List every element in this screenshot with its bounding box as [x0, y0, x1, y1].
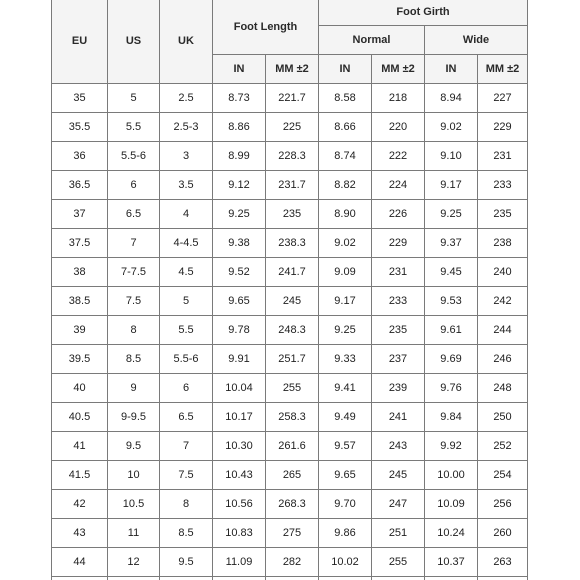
foot-length-mm-cell: 231.7 [266, 171, 319, 200]
us-cell: 11 [108, 519, 160, 548]
foot-length-in-cell: 9.38 [213, 229, 266, 258]
normal-mm-header: MM ±2 [372, 55, 425, 84]
wide-mm-cell: 240 [478, 258, 528, 287]
wide-in-cell: 9.45 [425, 258, 478, 287]
us-cell: 6 [108, 171, 160, 200]
eu-cell: 38.5 [52, 287, 108, 316]
wide-mm-cell: 231 [478, 142, 528, 171]
us-cell: 8 [108, 316, 160, 345]
us-cell: 10 [108, 461, 160, 490]
normal-mm-cell: 220 [372, 113, 425, 142]
uk-cell: 6 [160, 374, 213, 403]
wide-in-cell: 9.17 [425, 171, 478, 200]
foot-length-mm-cell: 235 [266, 200, 319, 229]
foot-length-in-header: IN [213, 55, 266, 84]
uk-cell: 7.5 [160, 461, 213, 490]
eu-cell: 39 [52, 316, 108, 345]
table-row [52, 490, 528, 519]
foot-length-mm-cell: 245 [266, 287, 319, 316]
normal-in-cell: 9.86 [319, 519, 372, 548]
foot-length-in-cell [213, 577, 266, 580]
normal-mm-cell: 226 [372, 200, 425, 229]
wide-in-cell: 8.94 [425, 84, 478, 113]
wide-in-cell: 9.37 [425, 229, 478, 258]
foot-length-mm-cell: 228.3 [266, 142, 319, 171]
wide-mm-cell [478, 577, 528, 580]
eu-cell: 37.5 [52, 229, 108, 258]
table-row [52, 374, 528, 403]
foot-length-in-cell: 10.56 [213, 490, 266, 519]
eu-cell: 43 [52, 519, 108, 548]
normal-header: Normal [319, 26, 425, 55]
wide-in-cell: 10.24 [425, 519, 478, 548]
us-cell: 9 [108, 374, 160, 403]
wide-in-header: IN [425, 55, 478, 84]
normal-mm-cell: 243 [372, 432, 425, 461]
us-cell: 8.5 [108, 345, 160, 374]
eu-cell: 36.5 [52, 171, 108, 200]
eu-cell: 42 [52, 490, 108, 519]
table-row [52, 84, 528, 113]
wide-mm-cell: 242 [478, 287, 528, 316]
table-row [52, 403, 528, 432]
foot-length-in-cell: 9.65 [213, 287, 266, 316]
wide-mm-cell: 238 [478, 229, 528, 258]
us-cell: 12 [108, 548, 160, 577]
table-row [52, 113, 528, 142]
uk-cell: 3 [160, 142, 213, 171]
eu-cell: 40 [52, 374, 108, 403]
table-row [52, 142, 528, 171]
normal-mm-cell: 237 [372, 345, 425, 374]
eu-cell: 39.5 [52, 345, 108, 374]
foot-length-in-cell: 10.04 [213, 374, 266, 403]
wide-mm-cell: 256 [478, 490, 528, 519]
us-cell: 5.5 [108, 113, 160, 142]
table-row [52, 577, 528, 580]
uk-cell: 5 [160, 287, 213, 316]
eu-cell: 36 [52, 142, 108, 171]
normal-in-cell: 9.49 [319, 403, 372, 432]
foot-length-mm-cell: 275 [266, 519, 319, 548]
foot-length-in-cell: 10.83 [213, 519, 266, 548]
foot-length-mm-cell: 268.3 [266, 490, 319, 519]
us-cell: 9.5 [108, 432, 160, 461]
wide-mm-cell: 260 [478, 519, 528, 548]
wide-in-cell: 9.84 [425, 403, 478, 432]
foot-length-mm-header: MM ±2 [266, 55, 319, 84]
normal-in-cell: 8.90 [319, 200, 372, 229]
us-header: US [108, 0, 160, 84]
uk-cell: 4 [160, 200, 213, 229]
wide-mm-cell: 246 [478, 345, 528, 374]
uk-cell: 4.5 [160, 258, 213, 287]
eu-cell: 35 [52, 84, 108, 113]
table-row [52, 548, 528, 577]
foot-length-mm-cell: 225 [266, 113, 319, 142]
uk-header: UK [160, 0, 213, 84]
wide-in-cell: 9.92 [425, 432, 478, 461]
wide-in-cell: 9.53 [425, 287, 478, 316]
foot-length-mm-cell: 251.7 [266, 345, 319, 374]
table-row [52, 287, 528, 316]
normal-mm-cell: 222 [372, 142, 425, 171]
normal-mm-cell: 224 [372, 171, 425, 200]
normal-in-header: IN [319, 55, 372, 84]
us-cell: 7 [108, 229, 160, 258]
wide-mm-cell: 248 [478, 374, 528, 403]
table-header [52, 0, 528, 84]
normal-in-cell: 9.25 [319, 316, 372, 345]
table-row [52, 200, 528, 229]
wide-mm-header: MM ±2 [478, 55, 528, 84]
wide-mm-cell: 250 [478, 403, 528, 432]
foot-length-in-cell: 9.78 [213, 316, 266, 345]
uk-cell: 8.5 [160, 519, 213, 548]
uk-cell: 7 [160, 432, 213, 461]
wide-mm-cell: 235 [478, 200, 528, 229]
wide-mm-cell: 263 [478, 548, 528, 577]
foot-length-mm-cell: 241.7 [266, 258, 319, 287]
normal-in-cell: 10.02 [319, 548, 372, 577]
table-row [52, 432, 528, 461]
wide-in-cell: 9.25 [425, 200, 478, 229]
normal-mm-cell: 239 [372, 374, 425, 403]
normal-in-cell: 9.41 [319, 374, 372, 403]
us-cell: 10.5 [108, 490, 160, 519]
normal-in-cell: 9.17 [319, 287, 372, 316]
normal-mm-cell: 255 [372, 548, 425, 577]
normal-in-cell: 8.74 [319, 142, 372, 171]
table-row [52, 461, 528, 490]
eu-cell: 35.5 [52, 113, 108, 142]
normal-mm-cell: 235 [372, 316, 425, 345]
wide-in-cell: 9.61 [425, 316, 478, 345]
wide-in-cell: 9.69 [425, 345, 478, 374]
uk-cell: 2.5 [160, 84, 213, 113]
eu-header: EU [52, 0, 108, 84]
table-row [52, 171, 528, 200]
uk-cell: 5.5 [160, 316, 213, 345]
foot-length-mm-cell: 261.6 [266, 432, 319, 461]
normal-mm-cell: 247 [372, 490, 425, 519]
uk-cell: 2.5-3 [160, 113, 213, 142]
foot-length-in-cell: 10.30 [213, 432, 266, 461]
foot-length-in-cell: 9.25 [213, 200, 266, 229]
foot-length-mm-cell: 221.7 [266, 84, 319, 113]
foot-length-in-cell: 9.52 [213, 258, 266, 287]
us-cell [108, 577, 160, 580]
normal-mm-cell: 229 [372, 229, 425, 258]
us-cell: 6.5 [108, 200, 160, 229]
normal-mm-cell: 251 [372, 519, 425, 548]
us-cell: 5.5-6 [108, 142, 160, 171]
eu-cell: 38 [52, 258, 108, 287]
uk-cell: 8 [160, 490, 213, 519]
normal-mm-cell: 245 [372, 461, 425, 490]
wide-in-cell: 10.00 [425, 461, 478, 490]
normal-mm-cell: 233 [372, 287, 425, 316]
foot-length-header: Foot Length [213, 0, 319, 55]
uk-cell: 5.5-6 [160, 345, 213, 374]
wide-in-cell: 10.37 [425, 548, 478, 577]
foot-length-in-cell: 9.91 [213, 345, 266, 374]
foot-length-in-cell: 8.86 [213, 113, 266, 142]
table-row [52, 345, 528, 374]
wide-header: Wide [425, 26, 528, 55]
eu-cell: 44 [52, 548, 108, 577]
eu-cell: 37 [52, 200, 108, 229]
normal-mm-cell [372, 577, 425, 580]
normal-mm-cell: 231 [372, 258, 425, 287]
normal-in-cell: 9.33 [319, 345, 372, 374]
foot-length-in-cell: 10.43 [213, 461, 266, 490]
foot-length-mm-cell: 248.3 [266, 316, 319, 345]
wide-in-cell: 9.02 [425, 113, 478, 142]
foot-length-mm-cell: 258.3 [266, 403, 319, 432]
foot-length-mm-cell [266, 577, 319, 580]
foot-length-mm-cell: 282 [266, 548, 319, 577]
normal-in-cell: 9.09 [319, 258, 372, 287]
wide-in-cell: 9.10 [425, 142, 478, 171]
foot-length-in-cell: 10.17 [213, 403, 266, 432]
normal-in-cell: 8.82 [319, 171, 372, 200]
eu-cell: 41.5 [52, 461, 108, 490]
normal-in-cell [319, 577, 372, 580]
wide-in-cell [425, 577, 478, 580]
us-cell: 9-9.5 [108, 403, 160, 432]
wide-mm-cell: 233 [478, 171, 528, 200]
uk-cell [160, 577, 213, 580]
normal-in-cell: 8.66 [319, 113, 372, 142]
eu-cell: 40.5 [52, 403, 108, 432]
normal-in-cell: 9.70 [319, 490, 372, 519]
foot-length-in-cell: 8.99 [213, 142, 266, 171]
table-body [52, 84, 528, 580]
table-row [52, 258, 528, 287]
wide-mm-cell: 244 [478, 316, 528, 345]
table-row [52, 316, 528, 345]
wide-mm-cell: 227 [478, 84, 528, 113]
us-cell: 7.5 [108, 287, 160, 316]
normal-in-cell: 9.02 [319, 229, 372, 258]
normal-in-cell: 9.57 [319, 432, 372, 461]
foot-length-mm-cell: 265 [266, 461, 319, 490]
foot-length-in-cell: 8.73 [213, 84, 266, 113]
uk-cell: 6.5 [160, 403, 213, 432]
uk-cell: 9.5 [160, 548, 213, 577]
us-cell: 5 [108, 84, 160, 113]
foot-length-in-cell: 11.09 [213, 548, 266, 577]
table-row [52, 519, 528, 548]
eu-cell: 41 [52, 432, 108, 461]
wide-mm-cell: 254 [478, 461, 528, 490]
wide-mm-cell: 229 [478, 113, 528, 142]
normal-mm-cell: 241 [372, 403, 425, 432]
foot-length-mm-cell: 238.3 [266, 229, 319, 258]
us-cell: 7-7.5 [108, 258, 160, 287]
foot-length-mm-cell: 255 [266, 374, 319, 403]
uk-cell: 4-4.5 [160, 229, 213, 258]
foot-length-in-cell: 9.12 [213, 171, 266, 200]
shoe-size-table [51, 0, 528, 580]
normal-in-cell: 9.65 [319, 461, 372, 490]
wide-in-cell: 10.09 [425, 490, 478, 519]
eu-cell [52, 577, 108, 580]
table-row [52, 229, 528, 258]
wide-mm-cell: 252 [478, 432, 528, 461]
foot-girth-header: Foot Girth [319, 0, 528, 26]
uk-cell: 3.5 [160, 171, 213, 200]
wide-in-cell: 9.76 [425, 374, 478, 403]
normal-in-cell: 8.58 [319, 84, 372, 113]
normal-mm-cell: 218 [372, 84, 425, 113]
